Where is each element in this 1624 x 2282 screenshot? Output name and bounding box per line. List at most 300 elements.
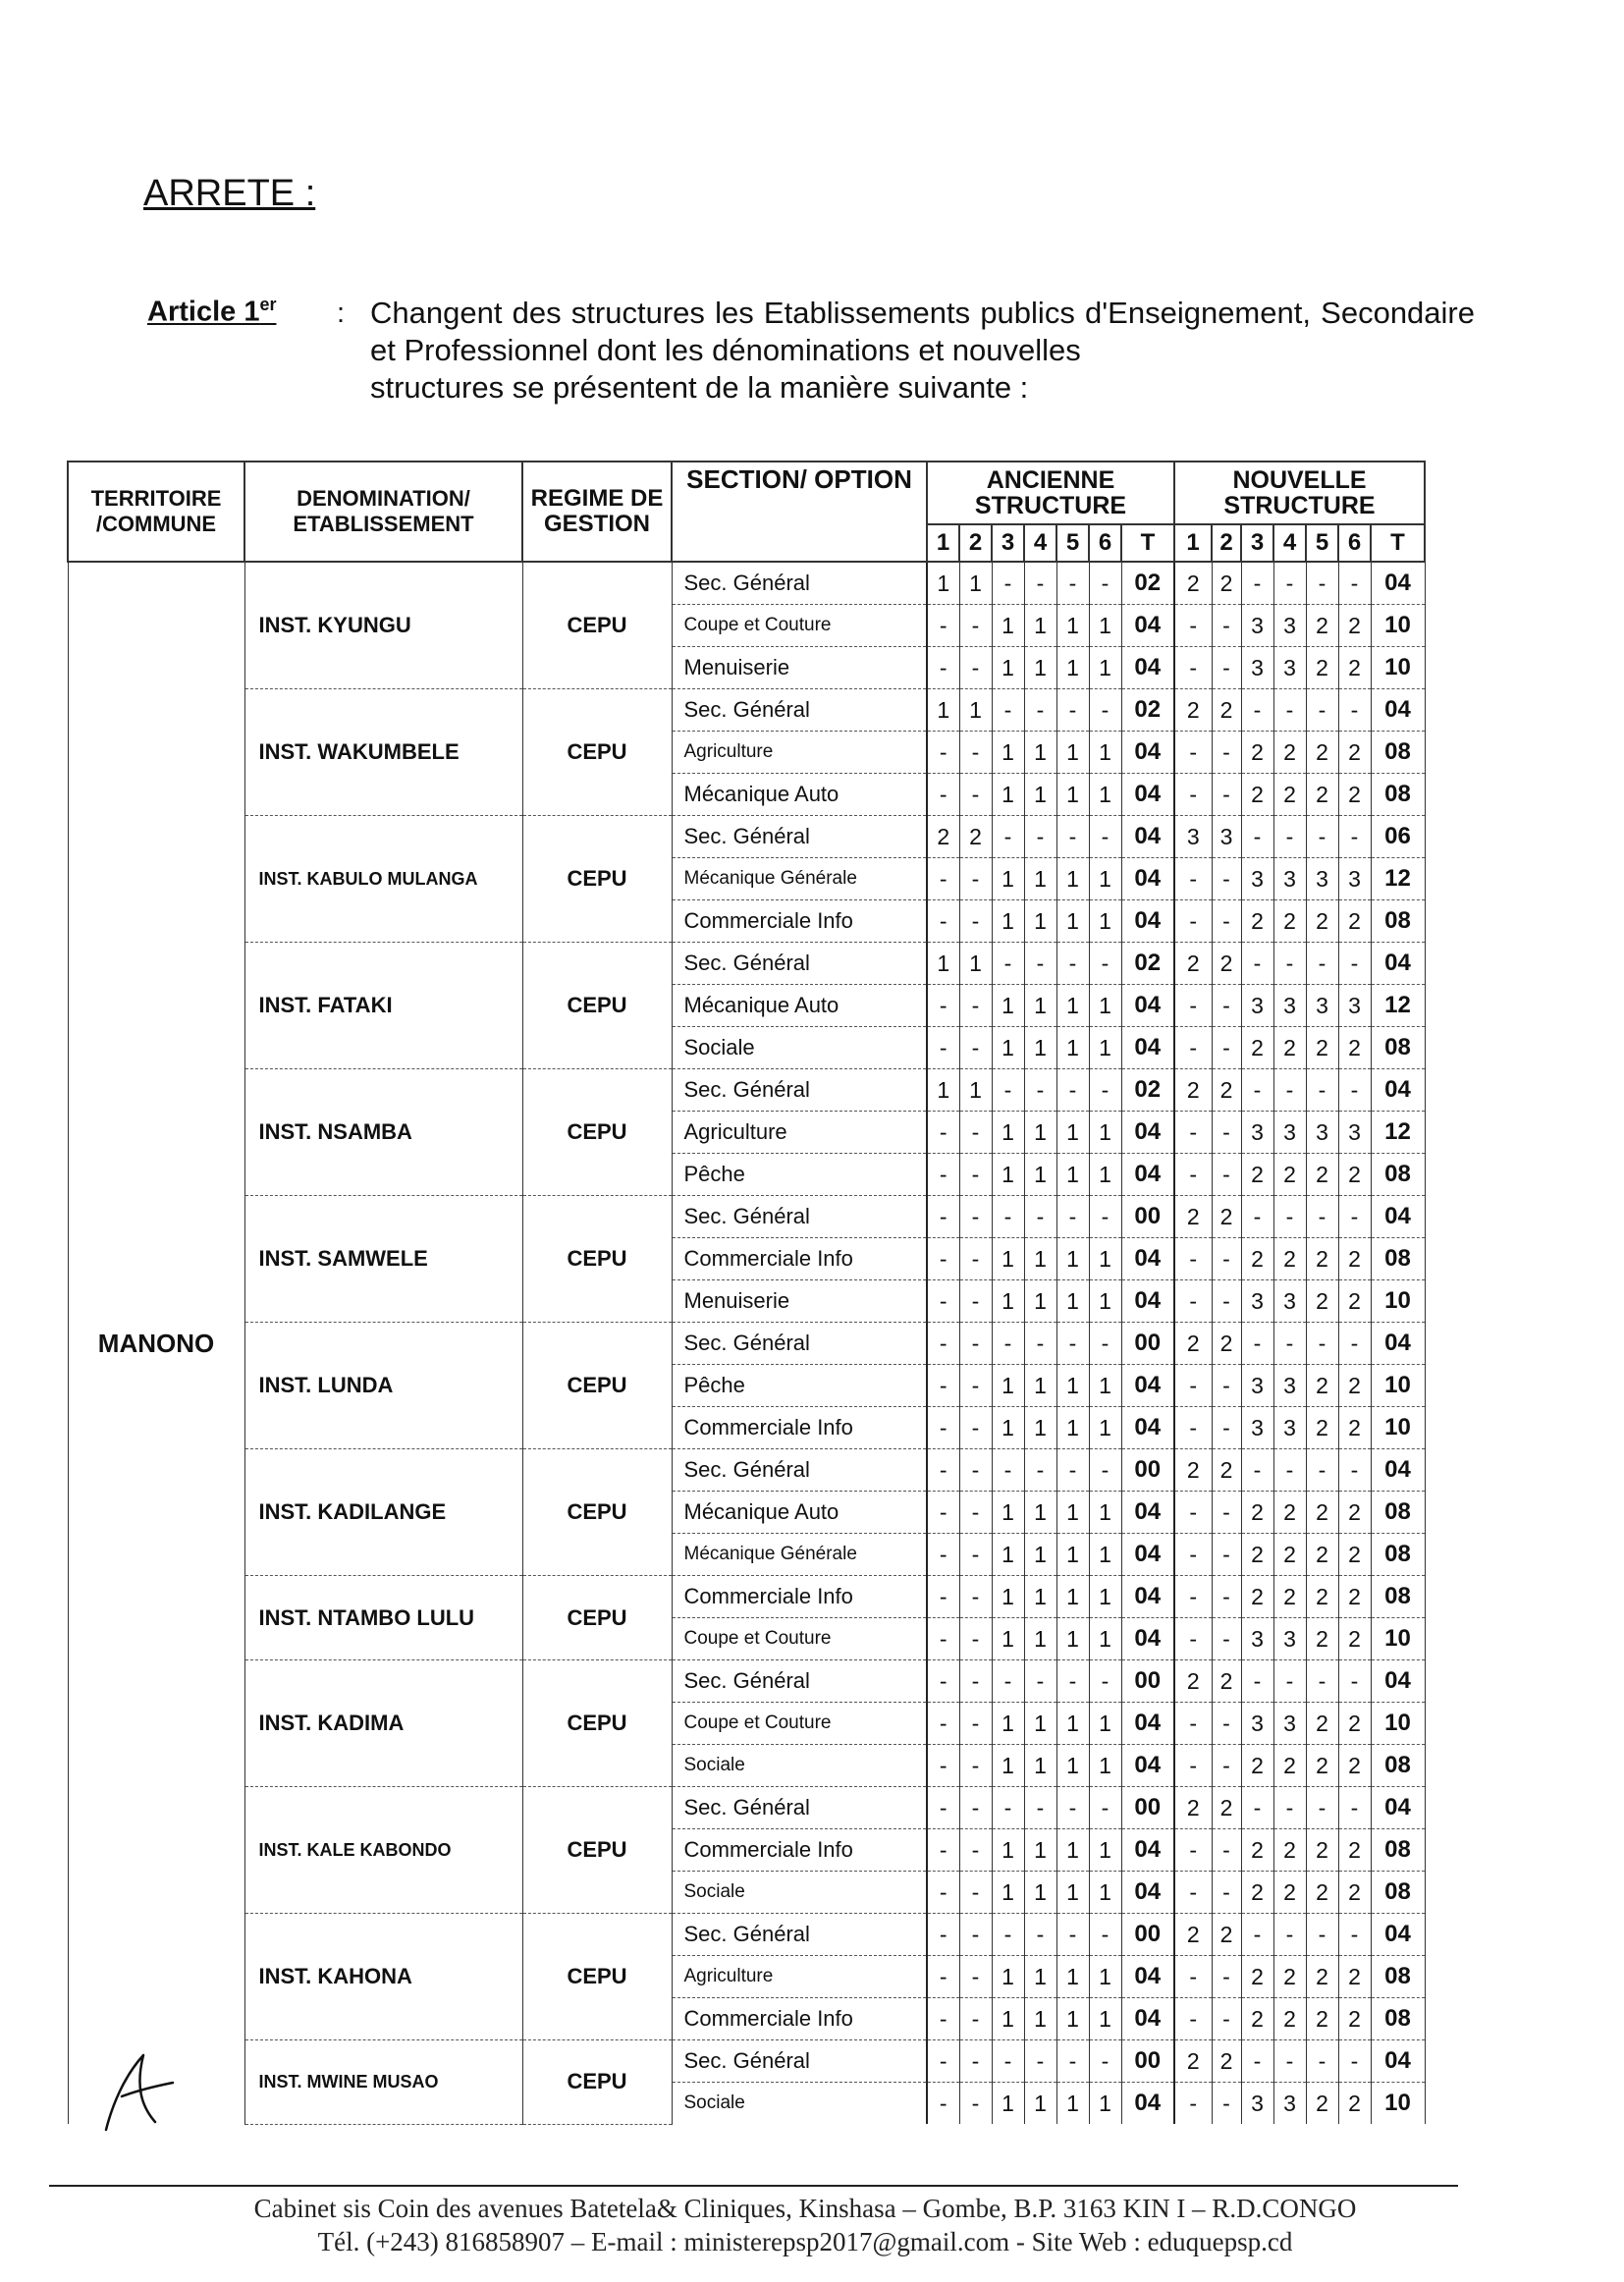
nouvelle-value-year-2: -	[1212, 1112, 1241, 1154]
nouvelle-value-year-3: -	[1241, 1196, 1273, 1238]
ancienne-value-year-1: 2	[927, 816, 959, 858]
ancienne-value-year-2: -	[959, 1027, 992, 1069]
nouvelle-value-year-1: -	[1174, 1365, 1212, 1407]
option-cell: Menuiserie	[672, 647, 927, 689]
option-cell: Mécanique Générale	[672, 1534, 927, 1576]
ancienne-value-year-5: -	[1056, 2040, 1089, 2083]
ancienne-value-year-1: -	[927, 774, 959, 816]
institution-name: INST. KADIMA	[244, 1660, 522, 1787]
ancienne-value-total: 02	[1121, 689, 1174, 732]
nouvelle-value-year-6: 2	[1338, 1956, 1371, 1998]
ancienne-value-year-6: -	[1089, 2040, 1121, 2083]
institution-name: INST. LUNDA	[244, 1323, 522, 1449]
territoire-cell: MANONO	[68, 562, 244, 2124]
nouvelle-value-year-1: -	[1174, 1112, 1212, 1154]
ancienne-value-year-1: -	[927, 1576, 959, 1618]
footer-address: Cabinet sis Coin des avenues Batetela& Cliniques, Kinshasa – Gombe, B.P. 3163 KIN I – R.D.CONGO	[253, 2194, 1357, 2223]
ancienne-value-total: 04	[1121, 1027, 1174, 1069]
nouvelle-value-year-3: -	[1241, 689, 1273, 732]
nouvelle-value-year-6: 2	[1338, 900, 1371, 943]
nouvelle-value-year-3: 2	[1241, 1829, 1273, 1872]
nouvelle-value-year-5: 2	[1306, 1956, 1338, 1998]
nouvelle-value-year-2: -	[1212, 1618, 1241, 1660]
ancienne-value-year-5: 1	[1056, 1112, 1089, 1154]
nouvelle-value-year-4: -	[1273, 1660, 1306, 1703]
nouvelle-value-year-1: -	[1174, 1534, 1212, 1576]
nouvelle-value-year-5: 3	[1306, 985, 1338, 1027]
ancienne-value-year-3: 1	[992, 858, 1024, 900]
nouvelle-value-year-4: -	[1273, 1449, 1306, 1492]
ancienne-value-total: 00	[1121, 1787, 1174, 1829]
nouvelle-value-year-3: 3	[1241, 985, 1273, 1027]
ancienne-value-total: 00	[1121, 2040, 1174, 2083]
nouvelle-value-total: 08	[1371, 1872, 1425, 1914]
nouvelle-value-year-6: 2	[1338, 1745, 1371, 1787]
table-row	[68, 1196, 1425, 1238]
option-cell: Sec. Général	[672, 1787, 927, 1829]
handwritten-initial-mark	[98, 2047, 177, 2136]
ancienne-value-year-4: 1	[1024, 1027, 1056, 1069]
ancienne-value-year-5: 1	[1056, 1956, 1089, 1998]
ancienne-value-year-1: -	[927, 1492, 959, 1534]
ancienne-value-total: 04	[1121, 1872, 1174, 1914]
option-cell: Sociale	[672, 1027, 927, 1069]
nouvelle-value-year-5: 2	[1306, 732, 1338, 774]
nouvelle-value-total: 10	[1371, 1407, 1425, 1449]
ancienne-value-year-2: -	[959, 647, 992, 689]
ancienne-value-year-6: 1	[1089, 774, 1121, 816]
nouvelle-value-year-2: -	[1212, 1956, 1241, 1998]
ancienne-value-year-3: 1	[992, 1745, 1024, 1787]
ancienne-value-year-2: -	[959, 1745, 992, 1787]
ancienne-value-total: 04	[1121, 816, 1174, 858]
ancienne-value-year-6: 1	[1089, 1703, 1121, 1745]
subheader-nouv-4: 4	[1273, 524, 1306, 562]
nouvelle-value-total: 10	[1371, 605, 1425, 647]
nouvelle-value-year-5: 2	[1306, 1407, 1338, 1449]
nouvelle-value-year-2: -	[1212, 1534, 1241, 1576]
option-cell: Agriculture	[672, 1956, 927, 1998]
nouvelle-value-year-5: 2	[1306, 1534, 1338, 1576]
nouvelle-value-year-6: 2	[1338, 2083, 1371, 2125]
footer-contact: Tél. (+243) 816858907 – E-mail : ministerepsp2017@gmail.com - Site Web : eduquepsp.cd	[317, 2227, 1293, 2256]
ancienne-value-year-1: -	[927, 605, 959, 647]
table-row	[68, 2040, 1425, 2083]
nouvelle-value-year-1: 2	[1174, 943, 1212, 985]
ancienne-value-year-6: 1	[1089, 858, 1121, 900]
ancienne-value-year-5: 1	[1056, 1576, 1089, 1618]
regime-cell: CEPU	[522, 1323, 672, 1449]
ancienne-value-year-3: -	[992, 2040, 1024, 2083]
ancienne-value-year-3: 1	[992, 1492, 1024, 1534]
ancienne-value-year-3: 1	[992, 1618, 1024, 1660]
ancienne-value-year-6: -	[1089, 943, 1121, 985]
ancienne-value-total: 04	[1121, 1745, 1174, 1787]
nouvelle-value-year-2: 2	[1212, 1323, 1241, 1365]
ancienne-value-year-4: 1	[1024, 1576, 1056, 1618]
nouvelle-value-year-6: 2	[1338, 1027, 1371, 1069]
nouvelle-value-year-1: 3	[1174, 816, 1212, 858]
ancienne-value-total: 00	[1121, 1914, 1174, 1956]
nouvelle-value-year-3: 2	[1241, 1956, 1273, 1998]
ancienne-value-year-4: -	[1024, 1449, 1056, 1492]
nouvelle-value-year-2: 2	[1212, 562, 1241, 605]
ancienne-value-year-4: -	[1024, 816, 1056, 858]
header-territoire: TERRITOIRE /COMMUNE	[68, 462, 244, 562]
ancienne-value-total: 04	[1121, 1280, 1174, 1323]
ancienne-value-year-1: -	[927, 1407, 959, 1449]
nouvelle-value-total: 10	[1371, 1280, 1425, 1323]
ancienne-value-total: 04	[1121, 1998, 1174, 2040]
nouvelle-value-year-5: -	[1306, 943, 1338, 985]
ancienne-value-year-5: 1	[1056, 1280, 1089, 1323]
ancienne-value-year-5: -	[1056, 1449, 1089, 1492]
ancienne-value-total: 04	[1121, 1829, 1174, 1872]
option-cell: Sociale	[672, 1745, 927, 1787]
ancienne-value-year-4: 1	[1024, 1365, 1056, 1407]
nouvelle-value-total: 10	[1371, 1365, 1425, 1407]
ancienne-value-year-5: 1	[1056, 1872, 1089, 1914]
ancienne-value-year-4: 1	[1024, 1618, 1056, 1660]
nouvelle-value-year-6: 2	[1338, 1576, 1371, 1618]
ancienne-value-total: 04	[1121, 1365, 1174, 1407]
ancienne-value-year-2: -	[959, 2040, 992, 2083]
ancienne-value-year-4: 1	[1024, 647, 1056, 689]
option-cell: Sec. Général	[672, 689, 927, 732]
nouvelle-value-year-2: -	[1212, 732, 1241, 774]
ancienne-value-year-1: 1	[927, 562, 959, 605]
subheader-anc-3: 3	[992, 524, 1024, 562]
ancienne-value-year-2: -	[959, 1196, 992, 1238]
nouvelle-value-year-1: 2	[1174, 689, 1212, 732]
nouvelle-value-year-2: -	[1212, 1027, 1241, 1069]
ancienne-value-year-3: 1	[992, 1280, 1024, 1323]
ancienne-value-total: 04	[1121, 985, 1174, 1027]
nouvelle-value-total: 04	[1371, 1069, 1425, 1112]
nouvelle-value-year-6: 2	[1338, 1280, 1371, 1323]
nouvelle-value-year-4: 3	[1273, 1407, 1306, 1449]
ancienne-value-year-2: -	[959, 1534, 992, 1576]
nouvelle-value-year-6: 2	[1338, 1618, 1371, 1660]
ancienne-value-year-5: -	[1056, 816, 1089, 858]
nouvelle-value-year-3: 3	[1241, 1365, 1273, 1407]
nouvelle-value-year-1: -	[1174, 1998, 1212, 2040]
nouvelle-value-year-6: -	[1338, 1069, 1371, 1112]
nouvelle-value-year-4: 2	[1273, 900, 1306, 943]
ancienne-value-total: 02	[1121, 1069, 1174, 1112]
nouvelle-value-year-2: -	[1212, 1745, 1241, 1787]
ancienne-value-year-1: -	[927, 1745, 959, 1787]
regime-cell: CEPU	[522, 1449, 672, 1576]
ancienne-value-year-3: -	[992, 1914, 1024, 1956]
nouvelle-value-total: 04	[1371, 943, 1425, 985]
option-cell: Sec. Général	[672, 1660, 927, 1703]
nouvelle-value-year-3: 2	[1241, 1576, 1273, 1618]
ancienne-value-year-5: 1	[1056, 1154, 1089, 1196]
ancienne-value-year-3: -	[992, 816, 1024, 858]
ancienne-value-total: 04	[1121, 647, 1174, 689]
ancienne-value-year-2: -	[959, 900, 992, 943]
ancienne-value-year-3: -	[992, 562, 1024, 605]
nouvelle-value-year-1: 2	[1174, 562, 1212, 605]
option-cell: Sec. Général	[672, 1449, 927, 1492]
regime-cell: CEPU	[522, 2040, 672, 2125]
ancienne-value-year-4: 1	[1024, 1407, 1056, 1449]
option-cell: Commerciale Info	[672, 900, 927, 943]
ancienne-value-year-4: 1	[1024, 2083, 1056, 2125]
ancienne-value-year-3: 1	[992, 1576, 1024, 1618]
ancienne-value-year-6: 1	[1089, 1534, 1121, 1576]
ancienne-value-year-1: -	[927, 2083, 959, 2125]
nouvelle-value-year-5: 2	[1306, 1280, 1338, 1323]
ancienne-value-year-2: -	[959, 1872, 992, 1914]
nouvelle-value-year-4: 3	[1273, 2083, 1306, 2125]
ancienne-value-year-6: 1	[1089, 1745, 1121, 1787]
nouvelle-value-year-3: 2	[1241, 1027, 1273, 1069]
nouvelle-value-year-2: -	[1212, 1365, 1241, 1407]
ancienne-value-year-6: 1	[1089, 1238, 1121, 1280]
nouvelle-value-year-3: -	[1241, 1449, 1273, 1492]
nouvelle-value-total: 04	[1371, 2040, 1425, 2083]
ancienne-value-year-6: -	[1089, 1914, 1121, 1956]
nouvelle-value-year-3: 2	[1241, 1745, 1273, 1787]
subheader-anc-T: T	[1121, 524, 1174, 562]
nouvelle-value-year-2: 2	[1212, 1787, 1241, 1829]
table-row	[68, 1914, 1425, 1956]
ancienne-value-year-5: 1	[1056, 1998, 1089, 2040]
ancienne-value-year-2: -	[959, 1660, 992, 1703]
nouvelle-value-year-3: -	[1241, 1914, 1273, 1956]
ancienne-value-total: 04	[1121, 858, 1174, 900]
subheader-nouv-5: 5	[1306, 524, 1338, 562]
nouvelle-value-year-1: -	[1174, 2083, 1212, 2125]
option-cell: Sec. Général	[672, 1914, 927, 1956]
ancienne-value-year-1: -	[927, 1956, 959, 1998]
ancienne-value-year-3: 1	[992, 1956, 1024, 1998]
nouvelle-value-year-1: 2	[1174, 1069, 1212, 1112]
ancienne-value-year-3: -	[992, 1787, 1024, 1829]
nouvelle-value-year-3: 2	[1241, 1154, 1273, 1196]
nouvelle-value-year-5: -	[1306, 1323, 1338, 1365]
nouvelle-value-year-4: -	[1273, 1787, 1306, 1829]
nouvelle-value-year-5: -	[1306, 689, 1338, 732]
nouvelle-value-year-6: 2	[1338, 647, 1371, 689]
subheader-nouv-1: 1	[1174, 524, 1212, 562]
ancienne-value-year-3: 1	[992, 2083, 1024, 2125]
ancienne-value-year-3: 1	[992, 985, 1024, 1027]
ancienne-value-total: 00	[1121, 1660, 1174, 1703]
ancienne-value-year-3: 1	[992, 1365, 1024, 1407]
nouvelle-value-year-4: 3	[1273, 647, 1306, 689]
regime-cell: CEPU	[522, 1787, 672, 1914]
nouvelle-value-year-5: -	[1306, 1660, 1338, 1703]
ancienne-value-year-4: 1	[1024, 900, 1056, 943]
nouvelle-value-year-2: -	[1212, 1238, 1241, 1280]
nouvelle-value-year-5: 2	[1306, 1872, 1338, 1914]
subheader-anc-5: 5	[1056, 524, 1089, 562]
ancienne-value-year-5: 1	[1056, 1703, 1089, 1745]
ancienne-value-total: 04	[1121, 2083, 1174, 2125]
article-label	[147, 295, 276, 329]
nouvelle-value-year-1: -	[1174, 1154, 1212, 1196]
option-cell: Coupe et Couture	[672, 605, 927, 647]
nouvelle-value-year-2: -	[1212, 1872, 1241, 1914]
nouvelle-value-year-1: -	[1174, 1238, 1212, 1280]
regime-cell: CEPU	[522, 1660, 672, 1787]
nouvelle-value-year-4: -	[1273, 2040, 1306, 2083]
ancienne-value-year-2: -	[959, 605, 992, 647]
structures-table-wrapper	[67, 461, 1426, 2125]
subheader-nouv-2: 2	[1212, 524, 1241, 562]
ancienne-value-year-3: 1	[992, 732, 1024, 774]
nouvelle-value-year-1: -	[1174, 985, 1212, 1027]
nouvelle-value-total: 10	[1371, 2083, 1425, 2125]
ancienne-value-year-2: -	[959, 774, 992, 816]
article-text-main: Changent des structures les Etablissements publics d'Enseignement, Secondaire et Professionnel dont les dénominations et nouvelles	[370, 296, 1475, 367]
nouvelle-value-year-6: 2	[1338, 1998, 1371, 2040]
nouvelle-value-year-2: 2	[1212, 2040, 1241, 2083]
nouvelle-value-year-4: 2	[1273, 1998, 1306, 2040]
nouvelle-value-year-6: -	[1338, 1787, 1371, 1829]
nouvelle-value-total: 08	[1371, 732, 1425, 774]
ancienne-value-year-5: 1	[1056, 900, 1089, 943]
nouvelle-value-total: 04	[1371, 1196, 1425, 1238]
ancienne-value-total: 04	[1121, 1956, 1174, 1998]
ancienne-value-year-4: 1	[1024, 1238, 1056, 1280]
nouvelle-value-year-4: 2	[1273, 774, 1306, 816]
ancienne-value-year-4: 1	[1024, 1956, 1056, 1998]
footer-divider	[49, 2185, 1458, 2187]
ancienne-value-year-3: 1	[992, 1534, 1024, 1576]
nouvelle-value-year-2: 2	[1212, 943, 1241, 985]
ancienne-value-year-2: -	[959, 858, 992, 900]
option-cell: Sec. Général	[672, 2040, 927, 2083]
option-cell: Sec. Général	[672, 943, 927, 985]
regime-cell: CEPU	[522, 1914, 672, 2040]
ancienne-value-year-3: -	[992, 943, 1024, 985]
nouvelle-value-year-6: 2	[1338, 1407, 1371, 1449]
option-cell: Mécanique Auto	[672, 985, 927, 1027]
ancienne-value-year-4: 1	[1024, 1703, 1056, 1745]
nouvelle-value-year-1: 2	[1174, 1323, 1212, 1365]
ancienne-value-year-3: 1	[992, 1703, 1024, 1745]
nouvelle-value-total: 12	[1371, 1112, 1425, 1154]
nouvelle-value-total: 04	[1371, 1449, 1425, 1492]
ancienne-value-year-5: -	[1056, 1196, 1089, 1238]
ancienne-value-year-4: 1	[1024, 605, 1056, 647]
ancienne-value-year-5: -	[1056, 1914, 1089, 1956]
ancienne-value-year-6: 1	[1089, 732, 1121, 774]
nouvelle-value-year-4: -	[1273, 1323, 1306, 1365]
nouvelle-value-year-3: -	[1241, 1323, 1273, 1365]
ancienne-value-year-4: 1	[1024, 1998, 1056, 2040]
nouvelle-value-year-4: -	[1273, 1069, 1306, 1112]
option-cell: Coupe et Couture	[672, 1703, 927, 1745]
nouvelle-value-year-2: 2	[1212, 1914, 1241, 1956]
ancienne-value-year-3: 1	[992, 1407, 1024, 1449]
nouvelle-value-year-2: 2	[1212, 1196, 1241, 1238]
nouvelle-value-total: 10	[1371, 1703, 1425, 1745]
ancienne-value-total: 04	[1121, 1112, 1174, 1154]
nouvelle-value-year-6: 2	[1338, 1154, 1371, 1196]
ancienne-value-year-5: -	[1056, 943, 1089, 985]
option-cell: Pêche	[672, 1154, 927, 1196]
nouvelle-value-year-5: 2	[1306, 2083, 1338, 2125]
ancienne-value-year-3: 1	[992, 1112, 1024, 1154]
nouvelle-value-total: 08	[1371, 1154, 1425, 1196]
article-text	[370, 295, 1475, 407]
ancienne-value-year-6: 1	[1089, 1407, 1121, 1449]
ancienne-value-year-4: 1	[1024, 774, 1056, 816]
nouvelle-value-year-2: 2	[1212, 1660, 1241, 1703]
ancienne-value-year-5: 1	[1056, 1492, 1089, 1534]
subheader-nouv-3: 3	[1241, 524, 1273, 562]
nouvelle-value-year-1: 2	[1174, 1449, 1212, 1492]
ancienne-value-year-5: -	[1056, 1323, 1089, 1365]
nouvelle-value-year-1: -	[1174, 900, 1212, 943]
institution-name: INST. WAKUMBELE	[244, 689, 522, 816]
ancienne-value-year-5: 1	[1056, 732, 1089, 774]
nouvelle-value-year-3: -	[1241, 943, 1273, 985]
nouvelle-value-year-4: 2	[1273, 732, 1306, 774]
ancienne-value-year-4: -	[1024, 1196, 1056, 1238]
nouvelle-value-year-1: -	[1174, 732, 1212, 774]
nouvelle-value-year-5: 2	[1306, 647, 1338, 689]
ancienne-value-year-6: 1	[1089, 1872, 1121, 1914]
nouvelle-value-year-4: -	[1273, 1914, 1306, 1956]
nouvelle-value-year-6: 2	[1338, 1238, 1371, 1280]
nouvelle-value-year-6: 2	[1338, 1872, 1371, 1914]
ancienne-value-year-2: -	[959, 1914, 992, 1956]
ancienne-value-total: 04	[1121, 732, 1174, 774]
ancienne-value-year-2: -	[959, 1618, 992, 1660]
ancienne-value-year-2: 1	[959, 689, 992, 732]
option-cell: Commerciale Info	[672, 1238, 927, 1280]
nouvelle-value-total: 08	[1371, 1829, 1425, 1872]
table-row	[68, 1323, 1425, 1365]
nouvelle-value-year-3: 2	[1241, 1492, 1273, 1534]
ancienne-value-year-1: -	[927, 2040, 959, 2083]
nouvelle-value-year-4: 3	[1273, 858, 1306, 900]
option-cell: Mécanique Auto	[672, 774, 927, 816]
nouvelle-value-year-4: 2	[1273, 1745, 1306, 1787]
ancienne-value-total: 04	[1121, 1407, 1174, 1449]
ancienne-value-year-2: -	[959, 1238, 992, 1280]
ancienne-value-year-1: -	[927, 1534, 959, 1576]
nouvelle-value-year-1: 2	[1174, 1787, 1212, 1829]
ancienne-value-year-4: -	[1024, 1914, 1056, 1956]
ancienne-value-year-4: 1	[1024, 1280, 1056, 1323]
option-cell: Commerciale Info	[672, 1998, 927, 2040]
nouvelle-value-total: 08	[1371, 1998, 1425, 2040]
ancienne-value-year-6: 1	[1089, 1365, 1121, 1407]
institution-name: INST. KAHONA	[244, 1914, 522, 2040]
ancienne-value-year-6: -	[1089, 1449, 1121, 1492]
ancienne-value-year-1: 1	[927, 1069, 959, 1112]
ancienne-value-year-2: -	[959, 1787, 992, 1829]
article-label-sup: er	[259, 295, 277, 314]
table-body	[68, 562, 1425, 2124]
nouvelle-value-year-1: -	[1174, 1280, 1212, 1323]
ancienne-value-year-5: 1	[1056, 774, 1089, 816]
ancienne-value-year-1: -	[927, 1365, 959, 1407]
ancienne-value-total: 02	[1121, 562, 1174, 605]
nouvelle-value-year-3: -	[1241, 1069, 1273, 1112]
nouvelle-value-year-2: -	[1212, 605, 1241, 647]
ancienne-value-year-6: 1	[1089, 1998, 1121, 2040]
nouvelle-value-year-3: -	[1241, 1787, 1273, 1829]
nouvelle-value-year-1: -	[1174, 774, 1212, 816]
